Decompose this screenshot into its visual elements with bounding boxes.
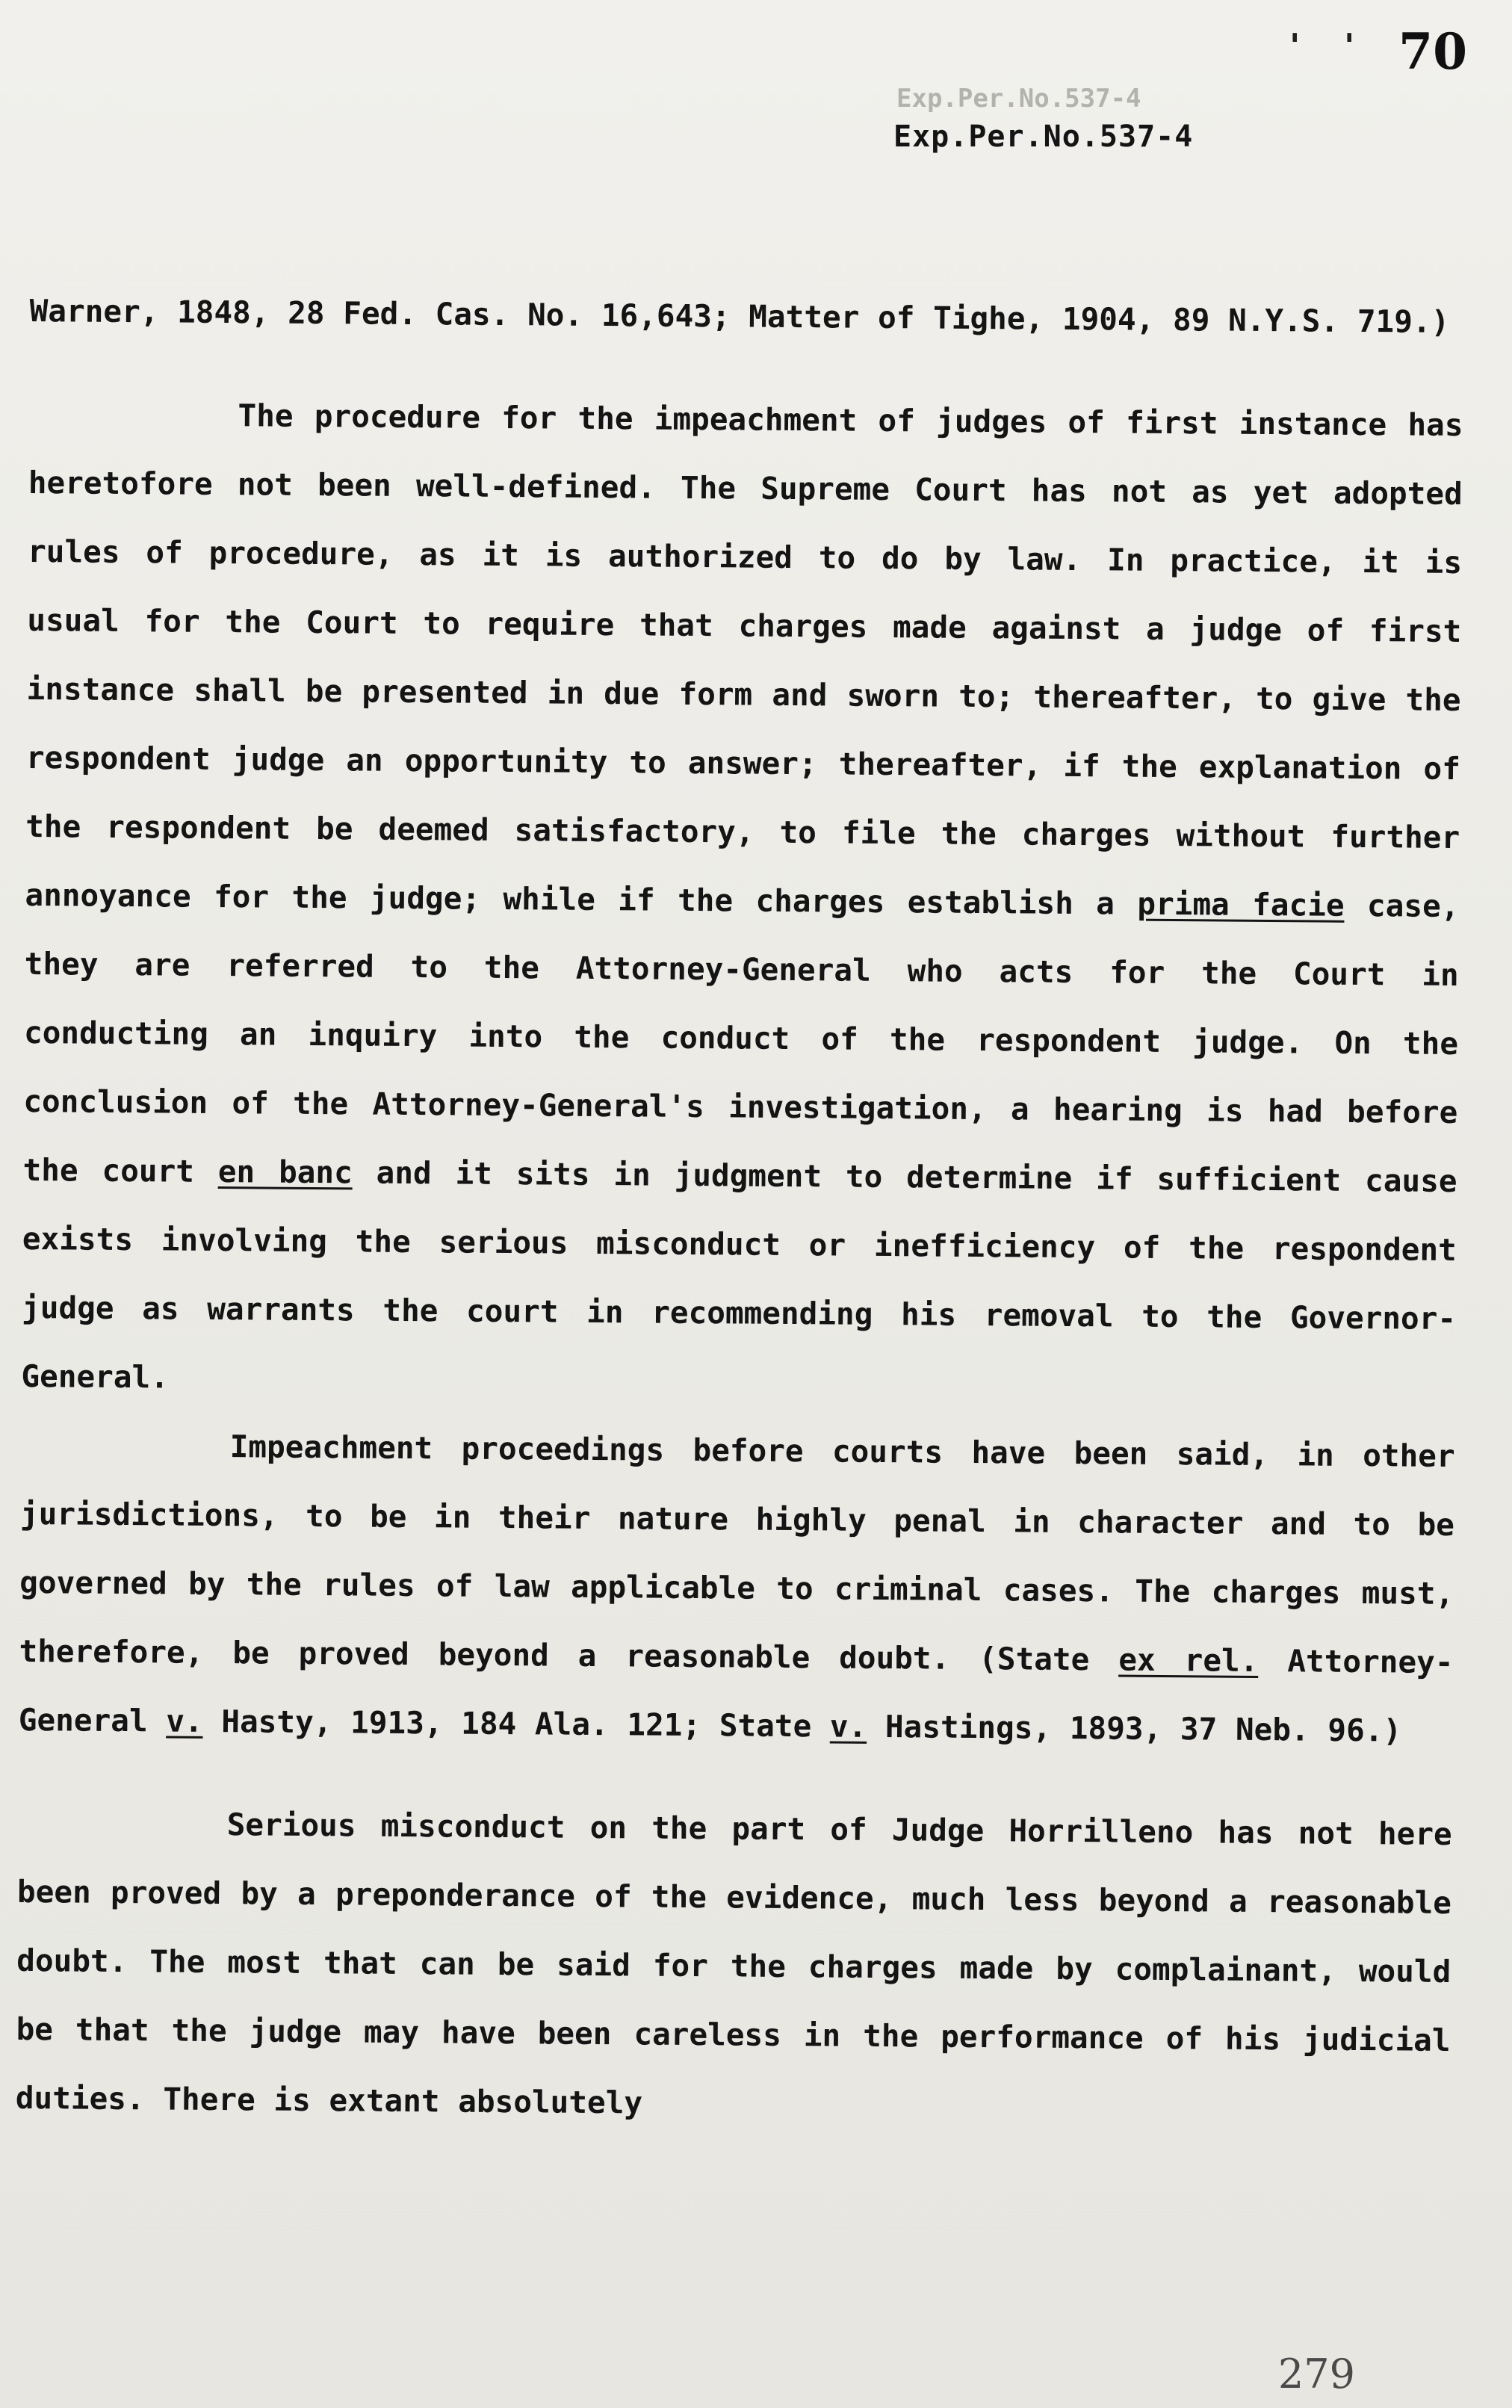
corner-page-number: 279 xyxy=(1277,2350,1355,2398)
paragraph-misconduct: Serious misconduct on the part of Judge Horrilleno has not here been proved by a preponderance of the evidence, much less beyond a reasonable doubt. The most that can be said for the charges made by complainant, would be that the judge may have been careless in the performance of his judicial duties. There is extant absolutely xyxy=(15,1807,1452,2121)
paragraph-impeachment-text-2: Attorney-General xyxy=(18,1643,1454,1739)
ex-rel-underlined: ex rel. xyxy=(1118,1641,1259,1679)
en-banc-underlined: en banc xyxy=(217,1154,353,1191)
paragraph-impeachment-text: Impeachment proceedings before courts have been said, in other jurisdictions, to be in their nature highly penal in character and to be governed by the rules of law applicable to criminal cases. The charges must, therefore, be proved beyond a reasonable doubt. (State xyxy=(19,1429,1455,1678)
paragraph-procedure-text: The procedure for the impeachment of judges of first instance has heretofore not been well-defined. The Supreme Court has not as yet adopted rules of procedure, as it is authorized to do by law. In practice, it is usual for the Court to require that charges made against a judge of first instance shall be presented in due form and sworn to; thereafter, to give the respondent judge an opportunity to answer; thereafter, if the explanation of the respondent be deemed satisfactory, to file the charges without further annoyance for the judge; while if the charges establish a xyxy=(25,397,1463,922)
prima-facie-underlined: prima facie xyxy=(1137,885,1345,923)
folio-mark: ' ' xyxy=(1285,27,1367,65)
page-number: 70 xyxy=(1398,22,1467,81)
paragraph-procedure xyxy=(21,380,1463,1422)
paragraph-procedure-text-3: and it sits in judgment to determine if sufficient cause exists involving the serious misconduct or inefficiency of the respondent judge as warrants the court in recommending his removal to the Governor-General. xyxy=(21,1154,1457,1396)
paragraph-citation-end: Warner, 1848, 28 Fed. Cas. No. 16,643; Matter of Tighe, 1904, 89 N.Y.S. 719.) xyxy=(29,292,1450,340)
paragraph-impeachment-text-4: Hastings, 1893, 37 Neb. 96.) xyxy=(884,1709,1402,1749)
reference-number-faint: Exp.Per.No.537-4 xyxy=(896,84,1141,114)
paragraph-procedure-text-2: case, they are referred to the Attorney-General who acts for the Court in conducting an inquiry into the conduct of the respondent judge. On the conclusion of the Attorney-General's investigation, a hearing is had before the court xyxy=(22,888,1460,1189)
paragraph-impeachment xyxy=(18,1411,1455,1765)
versus-underlined-1: v. xyxy=(166,1703,203,1739)
paragraph-impeachment-text-3: Hasty, 1913, 184 Ala. 121; State xyxy=(221,1703,812,1745)
versus-underlined-2: v. xyxy=(829,1708,867,1745)
reference-number: Exp.Per.No.537-4 xyxy=(893,120,1194,154)
document-body xyxy=(15,276,1463,2144)
